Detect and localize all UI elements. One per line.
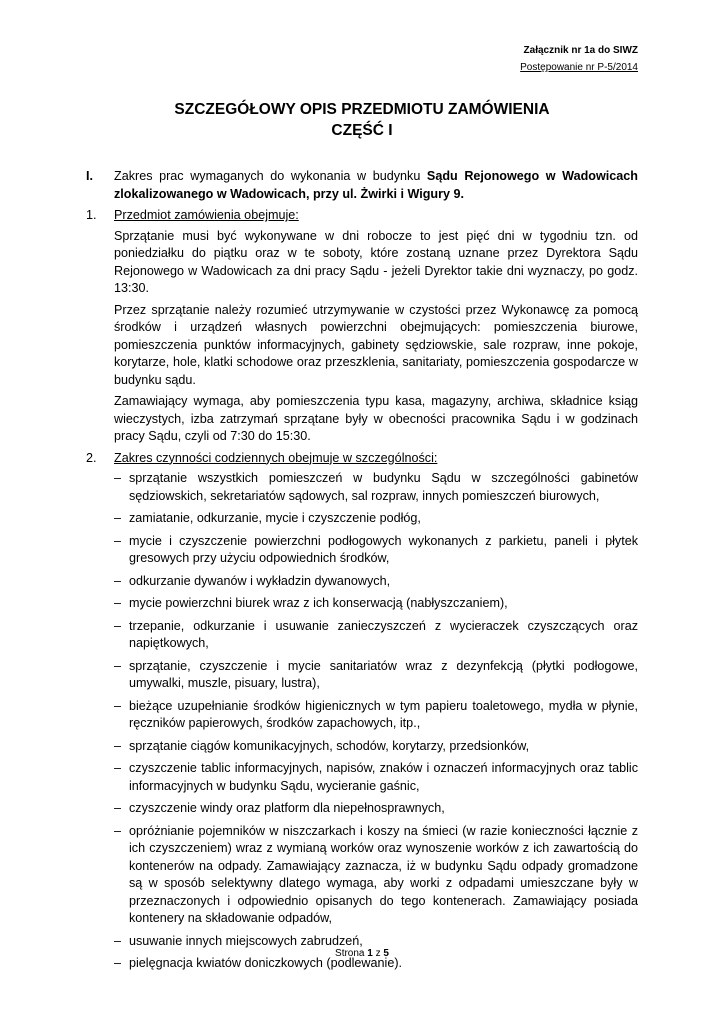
section-i-text: Zakres prac wymaganych do wykonania w budynku Sądu Rejonowego w Wadowicach zlokalizowanego w Wadowicach, przy ul. Żwirki i Wigury 9. bbox=[114, 169, 638, 201]
item-1-paragraph: Sprzątanie musi być wykonywane w dni robocze to jest pięć dni w tygodniu tzn. od poniedziałku do piątku oraz w te soboty, które zostaną uznane przez Dyrektora Sądu Rejonowego w Wadowicach za dni pracy Sądu - jeżeli Dyrektor takie dni wyznaczy, po godz. 13:30. bbox=[114, 228, 638, 295]
list-item: – sprzątanie wszystkich pomieszczeń w budynku Sądu w szczególności gabinetów sędziowskich, sekretariatów sądowych, sal rozpraw, innych pomieszczeń biurowych, bbox=[114, 470, 638, 505]
total-pages-number: 5 bbox=[383, 948, 389, 959]
dash-marker: – bbox=[114, 823, 122, 838]
dash-marker: – bbox=[114, 738, 122, 753]
list-item: – czyszczenie tablic informacyjnych, napisów, znaków i oznaczeń informacyjnych oraz tablic informacyjnych w budynku Sądu, wycieranie gaśnic, bbox=[114, 760, 638, 795]
dash-marker: – bbox=[114, 698, 122, 713]
dash-marker: – bbox=[114, 596, 122, 610]
section-i-number: I. bbox=[86, 169, 93, 183]
dash-marker: – bbox=[114, 511, 122, 525]
document-body bbox=[86, 168, 638, 978]
item-1-title: Przedmiot zamówienia obejmuje: bbox=[114, 208, 299, 222]
proceeding-number: Postępowanie nr P-5/2014 bbox=[520, 62, 638, 73]
item-2-heading bbox=[86, 450, 638, 468]
list-item: – mycie powierzchni biurek wraz z ich konserwacją (nabłyszczaniem), bbox=[114, 595, 638, 613]
list-item: – odkurzanie dywanów i wykładzin dywanowych, bbox=[114, 573, 638, 591]
list-item: – sprzątanie ciągów komunikacyjnych, schodów, korytarzy, przedsionków, bbox=[114, 738, 638, 756]
item-2-number: 2. bbox=[86, 450, 97, 465]
dash-marker: – bbox=[114, 658, 122, 673]
dash-marker: – bbox=[114, 933, 122, 948]
list-item: – sprzątanie, czyszczenie i mycie sanitariatów wraz z dezynfekcją (płytki podłogowe, umywalki, muszle, pisuary, lustra), bbox=[114, 658, 638, 693]
dash-marker: – bbox=[114, 761, 122, 775]
dash-marker: – bbox=[114, 533, 122, 548]
dash-marker: – bbox=[114, 956, 122, 970]
page-footer: Strona 1 z 5 bbox=[335, 948, 389, 959]
list-item: – trzepanie, odkurzanie i usuwanie zanieczyszczeń z wycieraczek czyszczących oraz napiętkowych, bbox=[114, 618, 638, 653]
item-1-heading bbox=[86, 207, 638, 225]
dash-marker: – bbox=[114, 801, 122, 815]
list-item: – zamiatanie, odkurzanie, mycie i czyszczenie podłóg, bbox=[114, 510, 638, 528]
list-item: – opróżnianie pojemników w niszczarkach i koszy na śmieci (w razie konieczności łącznie z ich czyszczeniem) wraz z wymianą worków oraz wynoszenie worków z ich zawartością do kontenerów na odpady. Zamawiający zaznacza, iż w budynku Sądu odpady gromadzone są w sposób selektywny dlatego wymaga, aby worki z odpadami umieszczane były w przeznaczonych i odpowiednio opisanych do tego kontenerach. Zamawiający posiada kontenery na składowanie odpadów, bbox=[114, 823, 638, 928]
dash-marker: – bbox=[114, 618, 122, 633]
item-2-title: Zakres czynności codziennych obejmuje w szczególności: bbox=[114, 450, 438, 465]
list-item: – bieżące uzupełnianie środków higienicznych w tym papieru toaletowego, mydła w płynie, ręczników papierowych, środków zapachowych, itp., bbox=[114, 698, 638, 733]
document-title: SZCZEGÓŁOWY OPIS PRZEDMIOTU ZAMÓWIENIA bbox=[174, 101, 550, 118]
list-item: – usuwanie innych miejscowych zabrudzeń, bbox=[114, 933, 638, 951]
dash-marker: – bbox=[114, 573, 122, 588]
item-2-bullet-list bbox=[86, 470, 638, 973]
item-1-paragraph: Przez sprzątanie należy rozumieć utrzymywanie w czystości przez Wykonawcę za pomocą środków i urządzeń własnych powierzchni obejmujących: pomieszczenia biurowe, pomieszczenia punktów informacyjnych, gabinety sędziowskie, sale rozpraw, inne pokoje, korytarze, hole, klatki schodowe oraz przeszklenia, sanitariaty, pomieszczenia gospodarcze w budynku sądu. bbox=[114, 302, 638, 387]
item-1-paragraph: Zamawiający wymaga, aby pomieszczenia typu kasa, magazyny, archiwa, składnice ksiąg wieczystych, izba zatrzymań sprzątane były w obecności pracownika Sądu i w godzinach pracy Sądu, czyli od 7:30 do 15:30. bbox=[114, 394, 638, 443]
list-item: – czyszczenie windy oraz platform dla niepełnosprawnych, bbox=[114, 800, 638, 818]
item-1-number: 1. bbox=[86, 208, 97, 222]
attachment-label: Załącznik nr 1a do SIWZ bbox=[523, 45, 638, 56]
document-subtitle: CZĘŚĆ I bbox=[331, 122, 393, 139]
section-i bbox=[86, 168, 638, 203]
current-page-number: 1 bbox=[367, 948, 373, 959]
dash-marker: – bbox=[114, 471, 122, 485]
list-item: – pielęgnacja kwiatów doniczkowych (podlewanie). bbox=[114, 955, 638, 973]
list-item: – mycie i czyszczenie powierzchni podłogowych wykonanych z parkietu, paneli i płytek gresowych przy użyciu odpowiednich środków, bbox=[114, 533, 638, 568]
